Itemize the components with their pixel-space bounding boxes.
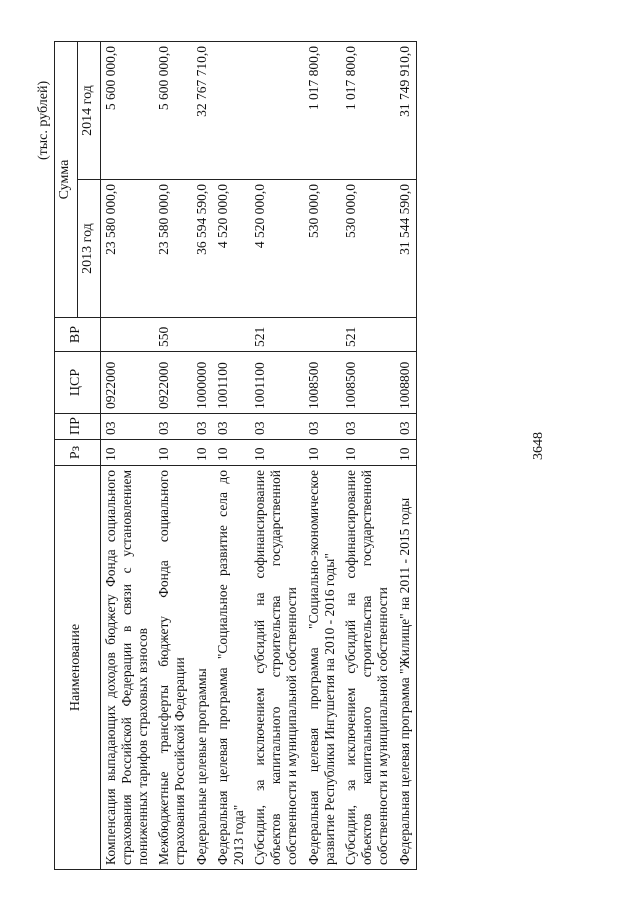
header-2014: 2014 год	[77, 42, 100, 180]
cell-name: Федеральные целевые программы	[192, 466, 213, 870]
cell-rz: 10	[192, 440, 213, 466]
cell-pr: 03	[250, 414, 304, 440]
cell-name: Федеральная целевая программа "Социально-экономическое развитие Республики Ингушетия на 2010 - 2016 годы"	[304, 466, 341, 870]
cell-2014	[250, 42, 304, 180]
cell-2014: 32 767 710,0	[192, 42, 213, 180]
rotated-content	[26, 20, 586, 870]
cell-csr: 0922000	[100, 352, 154, 414]
cell-pr: 03	[100, 414, 154, 440]
cell-rz: 10	[213, 440, 250, 466]
cell-2014: 1 017 800,0	[304, 42, 341, 180]
cell-rz: 10	[395, 440, 417, 466]
cell-vr	[192, 318, 213, 352]
cell-2013: 4 520 000,0	[250, 180, 304, 318]
cell-csr: 1008800	[395, 352, 417, 414]
cell-pr: 03	[304, 414, 341, 440]
cell-2013: 23 580 000,0	[100, 180, 154, 318]
table-body	[100, 42, 416, 870]
header-vr: ВР	[55, 318, 101, 352]
cell-2013: 23 580 000,0	[154, 180, 191, 318]
cell-name: Федеральная целевая программа "Социальное развитие села до 2013 года"	[213, 466, 250, 870]
header-csr: ЦСР	[55, 352, 101, 414]
cell-csr: 1001100	[213, 352, 250, 414]
table-row	[341, 42, 395, 870]
table-row	[213, 42, 250, 870]
cell-rz: 10	[250, 440, 304, 466]
cell-2013: 31 544 590,0	[395, 180, 417, 318]
cell-vr	[304, 318, 341, 352]
cell-name: Межбюджетные трансферты бюджету Фонда социального страхования Российской Федерации	[154, 466, 191, 870]
cell-2013: 4 520 000,0	[213, 180, 250, 318]
table-row	[154, 42, 191, 870]
cell-rz: 10	[304, 440, 341, 466]
cell-csr: 1000000	[192, 352, 213, 414]
cell-rz: 10	[100, 440, 154, 466]
cell-2013: 530 000,0	[341, 180, 395, 318]
cell-2014: 31 749 910,0	[395, 42, 417, 180]
cell-rz: 10	[341, 440, 395, 466]
header-pr: ПР	[55, 414, 101, 440]
budget-table	[54, 41, 417, 870]
page-number: 3648	[531, 432, 546, 460]
cell-name: Субсидии, за исключением субсидий на софинансирование объектов капитального строительства государственной собственности и муниципальной собственности	[250, 466, 304, 870]
cell-2014	[213, 42, 250, 180]
cell-csr: 1008500	[304, 352, 341, 414]
cell-csr: 0922000	[154, 352, 191, 414]
header-name: Наименование	[55, 466, 101, 870]
cell-csr: 1001100	[250, 352, 304, 414]
units-label: (тыс. рублей)	[36, 80, 51, 160]
cell-name: Компенсация выпадающих доходов бюджету Фонда социального страхования Российской Федерации в связи с установлением пониженных тарифов страховых взносов	[100, 466, 154, 870]
table-row	[192, 42, 213, 870]
cell-vr: 550	[154, 318, 191, 352]
cell-vr	[395, 318, 417, 352]
cell-vr	[213, 318, 250, 352]
cell-pr: 03	[213, 414, 250, 440]
cell-pr: 03	[192, 414, 213, 440]
table-row	[100, 42, 154, 870]
cell-pr: 03	[395, 414, 417, 440]
header-sum: Сумма	[55, 42, 78, 318]
cell-vr: 521	[250, 318, 304, 352]
cell-2014: 1 017 800,0	[341, 42, 395, 180]
table-row	[395, 42, 417, 870]
cell-2014: 5 600 000,0	[100, 42, 154, 180]
table-header	[55, 42, 101, 870]
cell-pr: 03	[154, 414, 191, 440]
cell-name: Федеральная целевая программа "Жилище" на 2011 - 2015 годы	[395, 466, 417, 870]
cell-vr	[100, 318, 154, 352]
table-row	[304, 42, 341, 870]
cell-2014: 5 600 000,0	[154, 42, 191, 180]
header-rz: Рз	[55, 440, 101, 466]
header-2013: 2013 год	[77, 180, 100, 318]
cell-2013: 36 594 590,0	[192, 180, 213, 318]
cell-name: Субсидии, за исключением субсидий на софинансирование объектов капитального строительства государственной собственности и муниципальной собственности	[341, 466, 395, 870]
cell-2013: 530 000,0	[304, 180, 341, 318]
cell-vr: 521	[341, 318, 395, 352]
cell-csr: 1008500	[341, 352, 395, 414]
cell-pr: 03	[341, 414, 395, 440]
table-row	[250, 42, 304, 870]
cell-rz: 10	[154, 440, 191, 466]
